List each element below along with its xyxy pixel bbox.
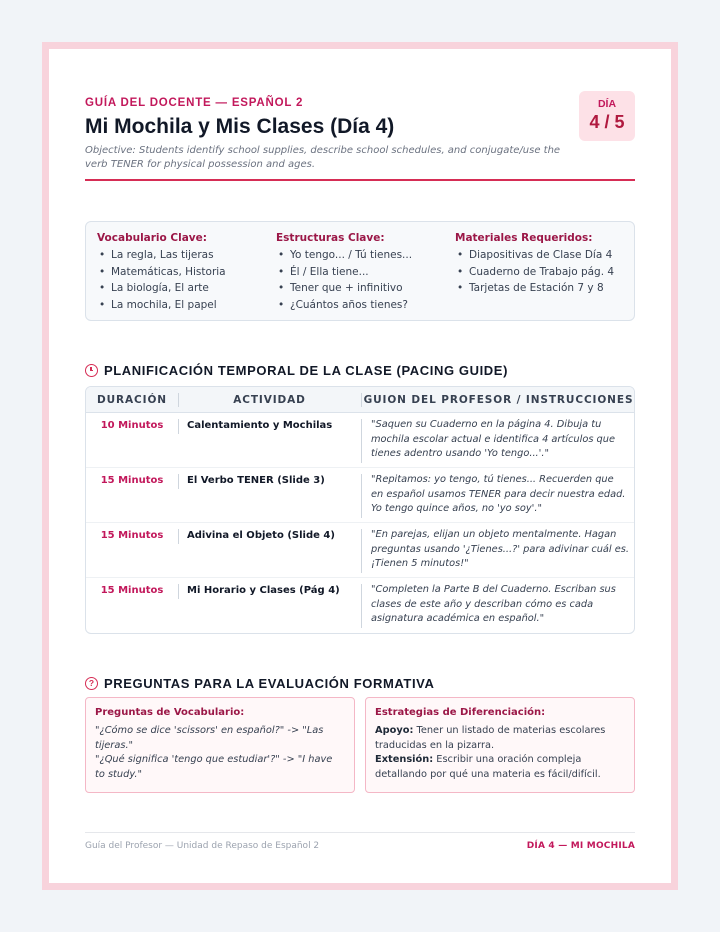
footer-divider — [85, 832, 635, 833]
vocabulary-question: "¿Cómo se dice 'scissors' en español?" -> "Las tijeras." — [95, 725, 324, 751]
row-divider — [361, 419, 362, 463]
row-duration: 15 Minutos — [100, 475, 164, 486]
differentiation-heading: Estrategias de Diferenciación: — [375, 707, 546, 718]
table-row — [86, 578, 634, 633]
extension-label: Extensión: — [375, 754, 434, 766]
lesson-objective: Objective: Students identify school supplies, describe school schedules, and conjugate/use the verb TENER for physical possession and ages. — [85, 145, 561, 170]
structure-item: • Yo tengo... / Tú tienes... — [276, 247, 446, 264]
row-instructions: "Completen la Parte B del Cuaderno. Escriban sus clases de este año y describan cómo es cada asignatura académica en español." — [371, 584, 616, 625]
vocabulary-item: • La biología, El arte — [97, 280, 267, 297]
row-divider — [178, 474, 179, 489]
material-item: • Tarjetas de Estación 7 y 8 — [455, 280, 625, 297]
vocabulary-heading: Vocabulario Clave: — [97, 232, 207, 244]
row-activity: El Verbo TENER (Slide 3) — [187, 475, 325, 486]
page-frame — [42, 42, 678, 890]
question-circle-icon: ? — [85, 677, 98, 690]
row-divider — [178, 419, 179, 434]
structures-column — [276, 232, 446, 313]
column-header-activity: ACTIVIDAD — [233, 394, 306, 406]
row-divider — [361, 474, 362, 518]
row-duration: 15 Minutos — [100, 585, 164, 596]
row-duration: 15 Minutos — [100, 530, 164, 541]
row-instructions: "En parejas, elijan un objeto mentalmente. Hagan preguntas usando '¿Tienes...?' para adivinar cuál es. ¡Tienen 5 minutos!" — [371, 529, 630, 570]
material-item: • Cuaderno de Trabajo pág. 4 — [455, 264, 625, 281]
clock-icon — [85, 364, 98, 377]
document-sheet — [49, 49, 671, 883]
day-badge-label: DÍA — [597, 98, 617, 110]
vocabulary-item: • La mochila, El papel — [97, 297, 267, 314]
structure-item: • Él / Ella tiene... — [276, 264, 446, 281]
row-activity: Adivina el Objeto (Slide 4) — [187, 530, 335, 541]
structures-heading: Estructuras Clave: — [276, 232, 385, 244]
row-divider — [178, 584, 179, 599]
table-row — [86, 413, 634, 468]
support-text: Tener un listado de materias escolares traducidas en la pizarra. — [375, 725, 606, 751]
vocabulary-question: "¿Qué significa 'tengo que estudiar'?" -> "I have to study." — [95, 754, 333, 780]
materials-column — [455, 232, 625, 297]
formative-section-title: PREGUNTAS PARA LA EVALUACIÓN FORMATIVA — [104, 676, 435, 691]
footer-left-text: Guía del Profesor — Unidad de Repaso de Español 2 — [85, 841, 320, 851]
support-strategy — [375, 724, 625, 753]
table-row — [86, 468, 634, 523]
row-instructions: "Saquen su Cuaderno en la página 4. Dibuja tu mochila escolar actual e identifica 4 artículos que tienes adentro usando 'Yo tengo...'." — [371, 419, 615, 460]
pacing-section-title: PLANIFICACIÓN TEMPORAL DE LA CLASE (PACING GUIDE) — [104, 363, 508, 378]
extension-strategy — [375, 753, 625, 782]
row-activity: Calentamiento y Mochilas — [187, 420, 333, 431]
structure-item: • ¿Cuántos años tienes? — [276, 297, 446, 314]
pacing-table — [85, 386, 635, 634]
day-badge — [579, 91, 635, 141]
page-title: Mi Mochila y Mis Clases (Día 4) — [85, 115, 395, 138]
vocabulary-questions-box — [85, 697, 355, 793]
material-item: • Diapositivas de Clase Día 4 — [455, 247, 625, 264]
row-divider — [361, 584, 362, 628]
column-header-instructions: GUION DEL PROFESOR / INSTRUCCIONES — [363, 394, 634, 406]
day-badge-number: 4 / 5 — [589, 112, 625, 132]
table-row — [86, 523, 634, 578]
vocabulary-item: • La regla, Las tijeras — [97, 247, 267, 264]
footer-right-text: DÍA 4 — MI MOCHILA — [526, 841, 635, 851]
vocabulary-item: • Matemáticas, Historia — [97, 264, 267, 281]
row-activity: Mi Horario y Clases (Pág 4) — [187, 585, 340, 596]
materials-heading: Materiales Requeridos: — [455, 232, 593, 244]
row-divider — [178, 529, 179, 544]
vocabulary-questions-heading: Preguntas de Vocabulario: — [95, 707, 245, 718]
extension-text: Escribir una oración compleja detallando por qué una materia es fácil/difícil. — [375, 754, 601, 780]
structure-item: • Tener que + infinitivo — [276, 280, 446, 297]
row-instructions: "Repitamos: yo tengo, tú tienes... Recuerden que en español usamos TENER para decir nuestra edad. Yo tengo quince años, no 'yo soy'." — [371, 474, 626, 515]
document-kicker: GUÍA DEL DOCENTE — ESPAÑOL 2 — [85, 97, 304, 109]
column-header-duration: DURACIÓN — [97, 394, 167, 406]
header-divider — [85, 179, 635, 181]
pacing-section-header — [85, 363, 508, 378]
lesson-info-box — [85, 221, 635, 321]
row-divider — [361, 529, 362, 573]
differentiation-box — [365, 697, 635, 793]
vocabulary-column — [97, 232, 267, 313]
row-duration: 10 Minutos — [100, 420, 164, 431]
table-header — [86, 387, 634, 413]
support-label: Apoyo: — [375, 725, 414, 736]
formative-section-header — [85, 676, 434, 691]
